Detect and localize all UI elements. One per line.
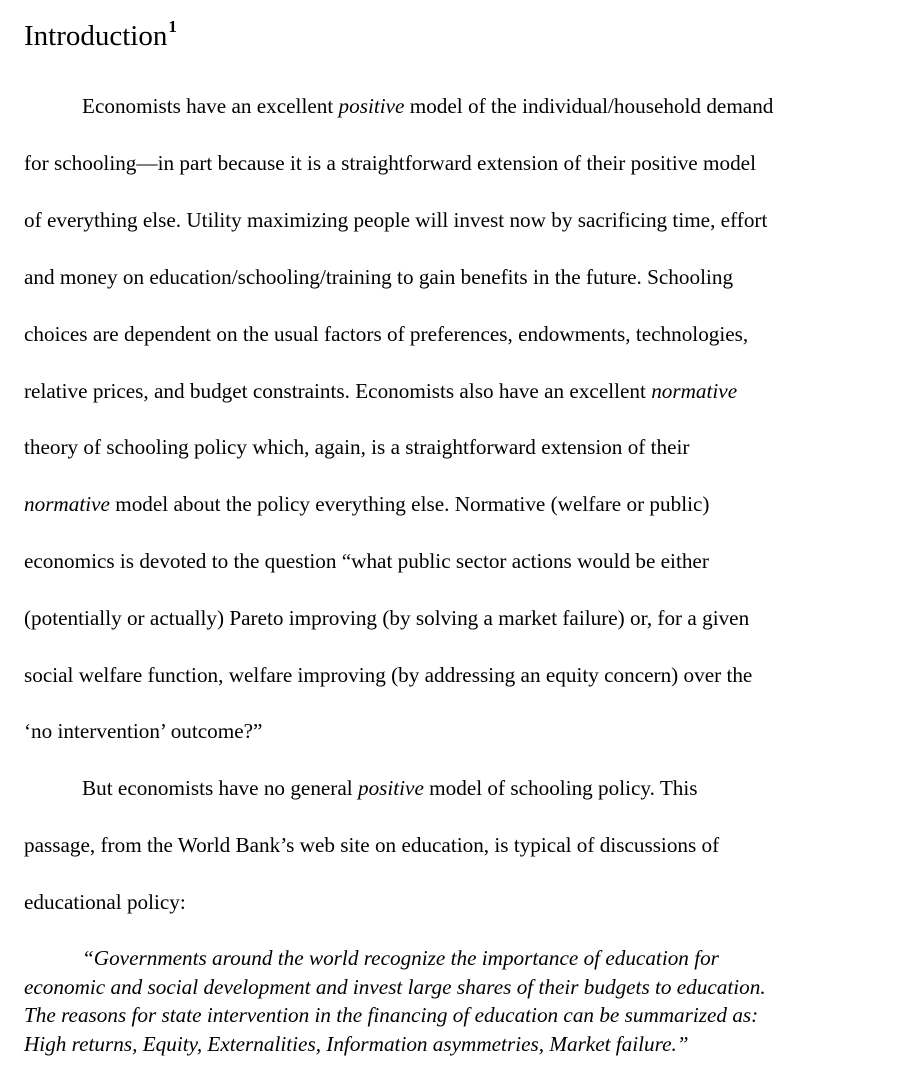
emphasis-text: positive: [338, 94, 405, 118]
quote-line: “Governments around the world recognize the importance of education for: [82, 946, 719, 970]
section-heading-text: Introduction: [24, 20, 168, 52]
text-line: theory of schooling policy which, again, is a straightforward extension of their: [24, 435, 690, 459]
text-line: economics is devoted to the question “what public sector actions would be either: [24, 549, 709, 573]
quote-line: economic and social development and invest large shares of their budgets to education.: [24, 975, 766, 999]
text-run: But economists have no general: [82, 776, 358, 800]
text-line: [82, 91, 773, 121]
text-run: Economists have an excellent: [82, 94, 339, 118]
emphasis-text: normative: [651, 379, 738, 403]
text-line: ‘no intervention’ outcome?”: [24, 719, 263, 743]
text-line: educational policy:: [24, 890, 186, 914]
text-run: relative prices, and budget constraints. Economists also have an excellent: [24, 379, 652, 403]
text-line: [24, 489, 709, 519]
text-run: model about the policy everything else. Normative (welfare or public): [109, 492, 710, 516]
text-line: social welfare function, welfare improving (by addressing an equity concern) over the: [24, 663, 753, 687]
section-heading: [24, 18, 177, 54]
text-run: model of schooling policy. This: [423, 776, 698, 800]
text-line: (potentially or actually) Pareto improving (by solving a market failure) or, for a given: [24, 606, 750, 630]
emphasis-text: normative: [24, 492, 110, 516]
text-line: and money on education/schooling/training to gain benefits in the future. Schooling: [24, 265, 734, 289]
emphasis-text: positive: [357, 776, 424, 800]
text-line: for schooling—in part because it is a straightforward extension of their positive model: [24, 151, 756, 175]
text-line: [24, 376, 737, 406]
text-run: model of the individual/household demand: [404, 94, 774, 118]
text-line: passage, from the World Bank’s web site on education, is typical of discussions of: [24, 833, 720, 857]
quote-line: High returns, Equity, Externalities, Information asymmetries, Market failure.”: [24, 1032, 689, 1056]
text-line: choices are dependent on the usual factors of preferences, endowments, technologies,: [24, 322, 749, 346]
text-line: [82, 773, 698, 803]
text-line: of everything else. Utility maximizing people will invest now by sacrificing time, effort: [24, 208, 768, 232]
quote-line: The reasons for state intervention in the financing of education can be summarized as:: [24, 1003, 759, 1027]
footnote-marker[interactable]: 1: [168, 17, 177, 36]
